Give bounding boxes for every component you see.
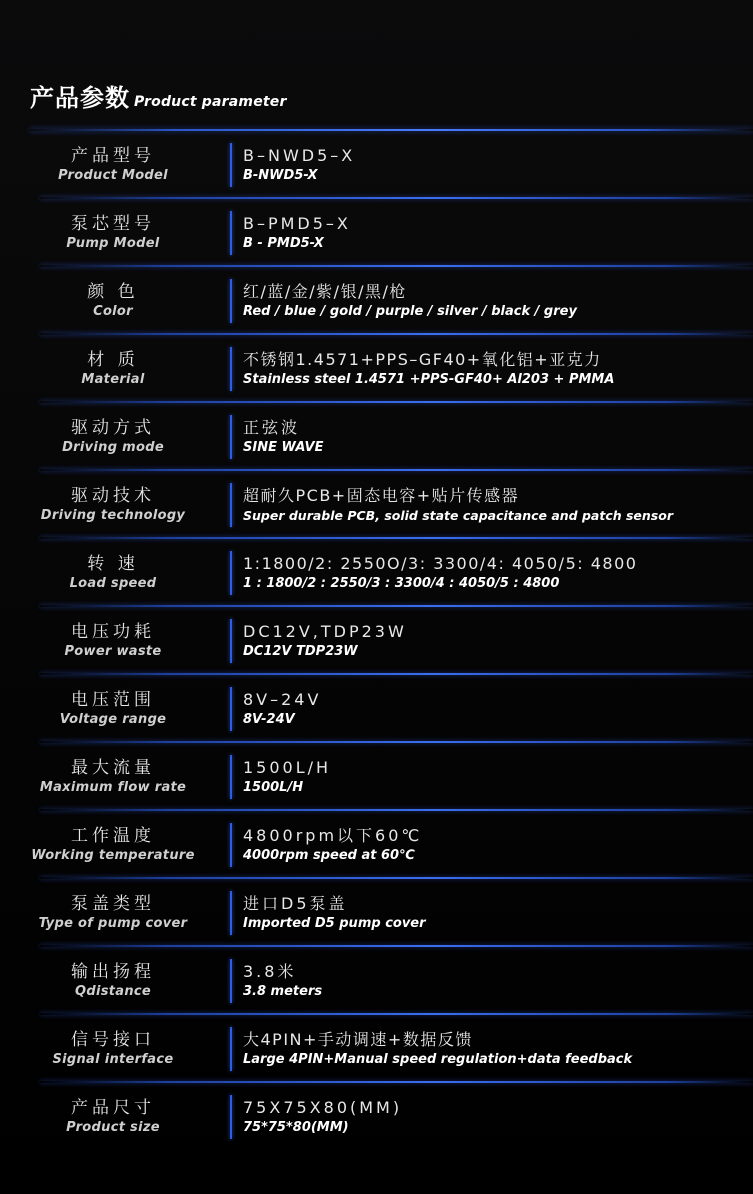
- param-label: [0, 689, 226, 729]
- param-label-en: Signal interface: [52, 1052, 174, 1067]
- param-row-power-waste: [0, 607, 753, 675]
- param-value-en: 1500L/H: [243, 780, 304, 795]
- param-row-material: [0, 335, 753, 403]
- param-value-en: B-NWD5-X: [243, 168, 318, 183]
- param-label: [0, 893, 226, 933]
- param-value: [243, 893, 748, 933]
- param-value: [243, 145, 748, 185]
- section-header: [30, 78, 287, 113]
- row-vertical-divider: [230, 551, 232, 595]
- param-value: [243, 1029, 748, 1069]
- param-label-en: Type of pump cover: [38, 916, 188, 931]
- row-vertical-divider: [230, 823, 232, 867]
- param-label: [0, 757, 226, 797]
- param-label-en: Maximum flow rate: [39, 780, 187, 795]
- param-value-zh: 红/蓝/金/紫/银/黑/枪: [243, 282, 407, 301]
- param-value-en: B - PMD5-X: [243, 236, 324, 251]
- param-row-voltage-range: [0, 675, 753, 743]
- param-label-zh: 驱动方式: [71, 418, 155, 438]
- param-value-en: Red / blue / gold / purple / silver / black / grey: [243, 304, 577, 319]
- row-vertical-divider: [230, 211, 232, 255]
- param-label-en: Working temperature: [31, 848, 195, 863]
- param-label-zh: 颜 色: [87, 282, 139, 302]
- param-label: [0, 485, 226, 525]
- param-value-zh: 3.8米: [243, 962, 297, 981]
- param-value: [243, 485, 748, 525]
- param-label-zh: 材 质: [87, 350, 139, 370]
- row-vertical-divider: [230, 347, 232, 391]
- param-label-en: Power waste: [64, 644, 162, 659]
- param-row-max-flow-rate: [0, 743, 753, 811]
- row-vertical-divider: [230, 279, 232, 323]
- param-value: [243, 961, 748, 1001]
- header-title-en: Product parameter: [134, 94, 287, 110]
- param-label: [0, 213, 226, 253]
- param-value-zh: B–PMD5–X: [243, 214, 351, 233]
- param-value: [243, 281, 748, 321]
- param-label-en: Driving technology: [40, 508, 186, 523]
- param-label-en: Driving mode: [62, 440, 164, 455]
- param-value: [243, 1097, 748, 1137]
- param-value-zh: 正弦波: [243, 418, 301, 437]
- param-label-zh: 电压功耗: [71, 622, 155, 642]
- row-vertical-divider: [230, 1027, 232, 1071]
- param-value: [243, 689, 748, 729]
- param-value-en: 8V-24V: [243, 712, 295, 727]
- param-row-pump-cover-type: [0, 879, 753, 947]
- header-title-zh: 产品参数: [30, 84, 130, 112]
- param-label-zh: 电压范围: [71, 690, 155, 710]
- param-value-zh: 8V–24V: [243, 690, 322, 709]
- param-label-en: Product size: [66, 1120, 160, 1135]
- param-value-en: SINE WAVE: [243, 440, 324, 455]
- param-value-zh: 大4PIN+手动调速+数据反馈: [243, 1030, 473, 1049]
- row-vertical-divider: [230, 143, 232, 187]
- param-label-zh: 转 速: [87, 554, 139, 574]
- param-label-en: Qdistance: [74, 984, 151, 999]
- param-value-zh: B–NWD5–X: [243, 146, 356, 165]
- param-value-zh: 不锈钢1.4571+PPS–GF40+氧化铝+亚克力: [243, 350, 602, 369]
- row-vertical-divider: [230, 619, 232, 663]
- param-value-en: Large 4PIN+Manual speed regulation+data feedback: [243, 1052, 633, 1067]
- param-value-en: Imported D5 pump cover: [243, 916, 426, 931]
- param-row-driving-technology: [0, 471, 753, 539]
- param-label: [0, 1097, 226, 1137]
- param-row-signal-interface: [0, 1015, 753, 1083]
- param-value-zh: 1500L/H: [243, 758, 332, 777]
- param-value-zh: 进口D5泵盖: [243, 894, 348, 913]
- param-value: [243, 417, 748, 457]
- row-vertical-divider: [230, 1095, 232, 1139]
- param-label-en: Voltage range: [59, 712, 167, 727]
- param-label: [0, 145, 226, 185]
- param-value-en: 1 : 1800/2 : 2550/3 : 3300/4 : 4050/5 : 4800: [243, 576, 560, 591]
- param-row-color: [0, 267, 753, 335]
- row-vertical-divider: [230, 959, 232, 1003]
- parameter-table: [0, 131, 753, 1151]
- param-label-zh: 最大流量: [71, 758, 155, 778]
- row-vertical-divider: [230, 483, 232, 527]
- param-label-en: Load speed: [69, 576, 157, 591]
- row-vertical-divider: [230, 415, 232, 459]
- param-value: [243, 757, 748, 797]
- param-label-en: Pump Model: [66, 236, 160, 251]
- param-value: [243, 213, 748, 253]
- param-label: [0, 621, 226, 661]
- param-label-zh: 信号接口: [71, 1030, 155, 1050]
- param-value-zh: 1:1800/2: 2550O/3: 3300/4: 4050/5: 4800: [243, 554, 638, 573]
- param-value: [243, 825, 748, 865]
- param-value-zh: 超耐久PCB+固态电容+贴片传感器: [243, 486, 520, 505]
- param-row-product-model: [0, 131, 753, 199]
- param-label: [0, 961, 226, 1001]
- param-value: [243, 621, 748, 661]
- row-vertical-divider: [230, 755, 232, 799]
- param-value-en: Super durable PCB, solid state capacitance and patch sensor: [243, 508, 673, 523]
- param-value: [243, 349, 748, 389]
- param-label-zh: 驱动技术: [71, 486, 155, 506]
- param-label: [0, 825, 226, 865]
- param-row-pump-model: [0, 199, 753, 267]
- param-value-zh: DC12V,TDP23W: [243, 622, 407, 641]
- param-value-en: DC12V TDP23W: [243, 644, 358, 659]
- param-value: [243, 553, 748, 593]
- param-label-zh: 泵盖类型: [71, 894, 155, 914]
- param-value-zh: 4800rpm以下60℃: [243, 826, 423, 845]
- param-label: [0, 417, 226, 457]
- param-row-working-temperature: [0, 811, 753, 879]
- param-label-en: Color: [93, 304, 133, 319]
- param-label: [0, 1029, 226, 1069]
- param-value-en: 75*75*80(MM): [243, 1120, 349, 1135]
- row-vertical-divider: [230, 891, 232, 935]
- param-value-zh: 75X75X80(MM): [243, 1098, 403, 1117]
- row-vertical-divider: [230, 687, 232, 731]
- param-label: [0, 281, 226, 321]
- param-row-product-size: [0, 1083, 753, 1151]
- param-row-output-head: [0, 947, 753, 1015]
- param-value-en: 3.8 meters: [243, 984, 323, 999]
- param-row-load-speed: [0, 539, 753, 607]
- param-label-zh: 产品尺寸: [71, 1098, 155, 1118]
- param-value-en: 4000rpm speed at 60℃: [243, 848, 415, 863]
- param-label-zh: 泵芯型号: [71, 214, 155, 234]
- param-label-zh: 工作温度: [71, 826, 155, 846]
- param-value-en: Stainless steel 1.4571 +PPS-GF40+ Al203 + PMMA: [243, 372, 615, 387]
- param-label-en: Material: [81, 372, 145, 387]
- param-label: [0, 553, 226, 593]
- param-label: [0, 349, 226, 389]
- param-label-zh: 输出扬程: [71, 962, 155, 982]
- param-label-zh: 产品型号: [71, 146, 155, 166]
- param-row-driving-mode: [0, 403, 753, 471]
- param-label-en: Product Model: [58, 168, 168, 183]
